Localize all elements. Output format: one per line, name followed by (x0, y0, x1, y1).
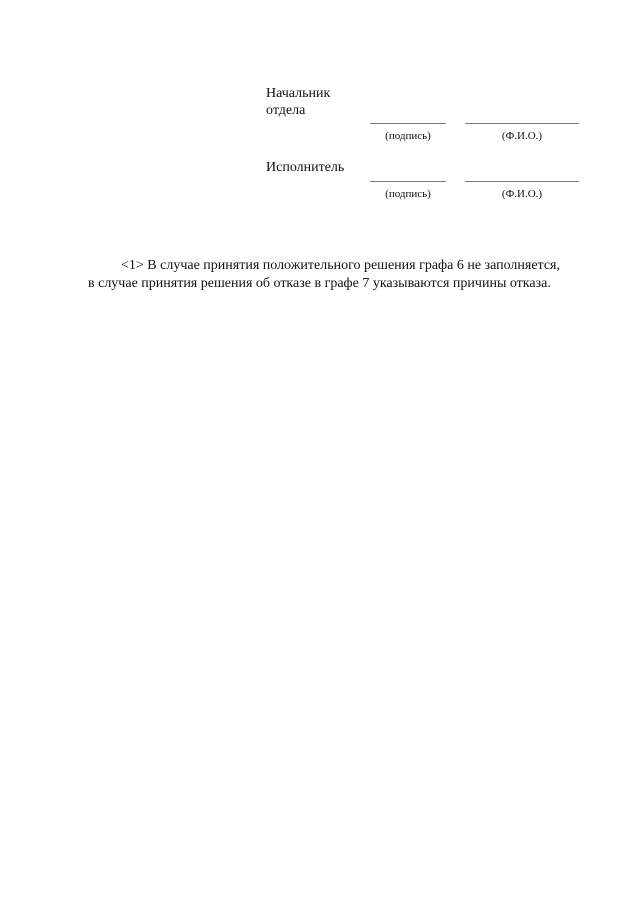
footnote-line1: <1> В случае принятия положительного решения графа 6 не заполняется, (121, 258, 560, 273)
executor-signature-caption: (подпись) (385, 188, 431, 200)
head-signature-line (370, 123, 446, 124)
head-title-line2: отдела (266, 103, 306, 118)
head-name-caption: (Ф.И.О.) (501, 130, 543, 142)
executor-name-caption: (Ф.И.О.) (501, 188, 543, 200)
footnote-line2: в случае принятия решения об отказе в графе 7 указываются причины отказа. (88, 276, 551, 291)
head-signature-caption: (подпись) (385, 130, 431, 142)
executor-title: Исполнитель (266, 160, 345, 175)
head-title-line1: Начальник (266, 86, 331, 101)
head-name-line (465, 123, 579, 124)
executor-name-line (465, 181, 579, 182)
executor-signature-line (370, 181, 446, 182)
